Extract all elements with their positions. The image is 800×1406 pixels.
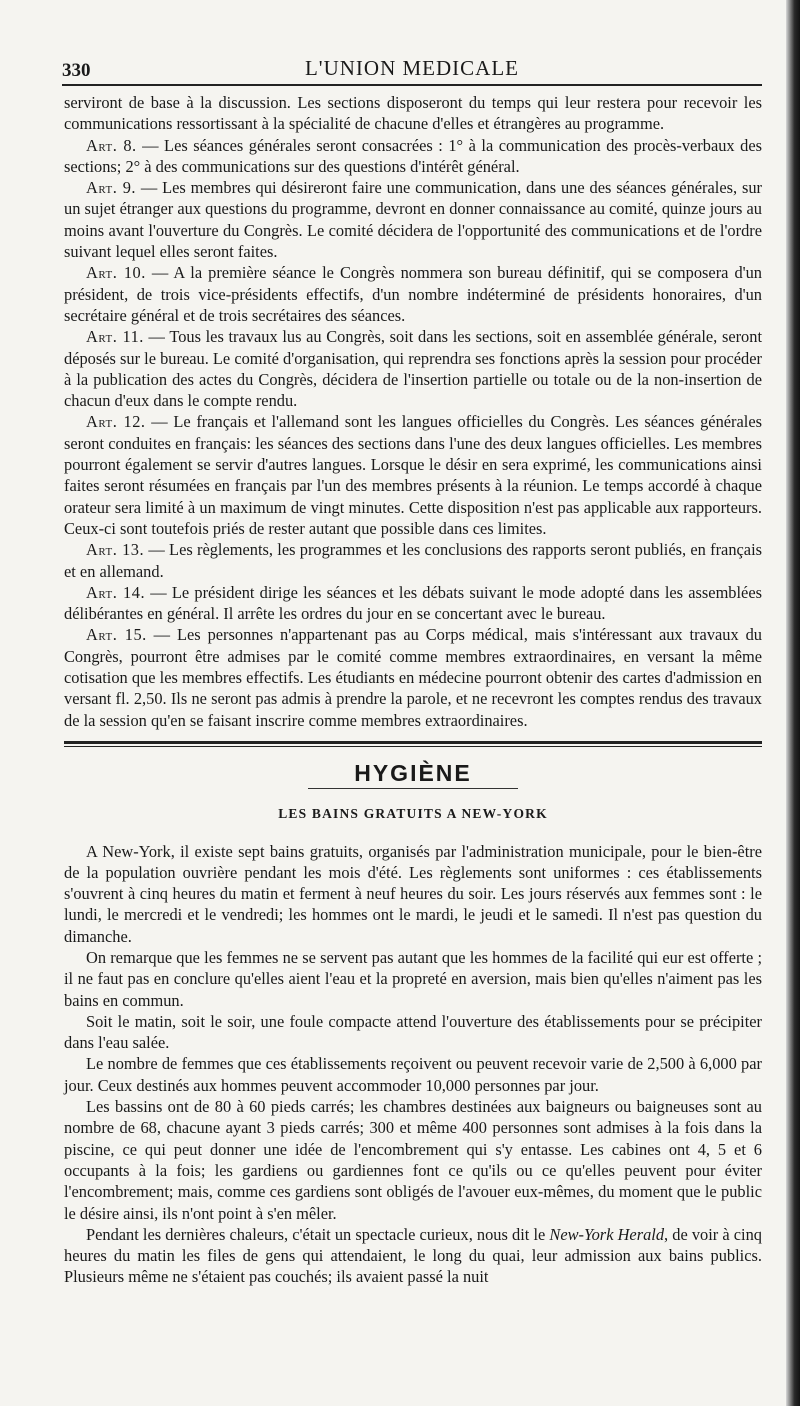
article-title: LES BAINS GRATUITS A NEW-YORK (278, 806, 548, 822)
article-label: Art. 9. (86, 178, 136, 198)
article-text: — Les membres qui désireront faire une communication, dans une des séances générales, sur un sujet étranger aux questions du programme, devront en donner connaissance au comité, quinze jours au moins avant l'ouverture du Congrès. Le comité décidera de l'opportunité des communications et de l'ordre suivant lequel elles seront faites. (64, 178, 762, 262)
article-8 (64, 135, 762, 178)
article-label: Art. 11. (86, 327, 144, 347)
article-text: — Les règlements, les programmes et les conclusions des rapports seront publiés, en français et en allemand. (64, 540, 762, 581)
article-text: — A la première séance le Congrès nommera son bureau définitif, qui se composera d'un président, de trois vice-présidents effectifs, d'un nombre indéterminé de présidents honoraires, d'un secrétaire général et de trois secrétaires des séances. (64, 263, 763, 325)
paragraph-text: Pendant les dernières chaleurs, c'était un spectacle curieux, nous dit le (86, 1224, 550, 1244)
article-label: Art. 15. (86, 625, 147, 645)
paragraph: On remarque que les femmes ne se servent pas autant que les hommes de la facilité qui eur est offerte ; il ne faut pas en conclure qu'elles aient l'eau et la propreté en aversion, mais bien qu'elles n'aiment pas les bains en commun. (64, 947, 762, 1010)
article-text: — Les séances générales seront consacrées : 1° à la communication des procès-verbaux des sections; 2° à des communications sur des questions d'intérêt général. (64, 135, 762, 176)
article-text: — Tous les travaux lus au Congrès, soit dans les sections, soit en assemblée générale, seront déposés sur le bureau. Le comité d'organisation, qui reprendra ses fonctions après la session pour procéder à la publication des actes du Congrès, décidera de l'insertion partielle ou totale ou de la non-insertion de chacun d'eux dans le compte rendu. (64, 327, 762, 411)
article-14 (64, 582, 762, 625)
article-label: Art. 12. (86, 412, 146, 432)
paragraph: Le nombre de femmes que ces établissements reçoivent ou peuvent recevoir varie de 2,500 à 6,000 par jour. Ceux destinés aux hommes peuvent accommoder 10,000 personnes par jour. (64, 1054, 762, 1095)
article-13 (64, 539, 762, 582)
page-header (62, 56, 762, 84)
article-10 (64, 262, 762, 326)
paragraph: Les bassins ont de 80 à 60 pieds carrés; les chambres destinées aux baigneurs ou baigneuses sont au nombre de 68, chacune ayant 3 pieds carrés; 300 et même 400 personnes sont admises à la fois dans la piscine, ce qui peut donner une idée de l'encombrement qui s'y entasse. Les cabines ont 4, 5 et 6 occupants à la fois; les gardiens ou gardiennes font ce qu'ils ou ce qu'elles peuvent pour éviter l'encombrement; mais, comme ces gardiens sont obligés de l'avouer eux-mêmes, du moment que le public le désire ainsi, ils n'ont point à s'en mêler. (64, 1097, 762, 1223)
article-text: — Le français et l'allemand sont les langues officielles du Congrès. Les séances générales seront conduites en français: les séances des sections dans l'une des deux langues officielles. Les membres pourront également se servir d'autres langues. Lorsque le désir en sera exprimé, les communications ainsi faites seront résumées en français par l'un des membres présents à la réunion. Le temps accordé à chaque orateur sera limité à un maximum de vingt minutes. Cette disposition n'est pas applicable aux rapporteurs. Ceux-ci sont toutefois priés de rester autant que possible dans ces limites. (64, 412, 762, 538)
article-text: — Les personnes n'appartenant pas au Corps médical, mais s'intéressant aux travaux du Congrès, pourront être admises par le comité comme membres extraordinaires, en versant la même cotisation que les membres effectifs. Les étudiants en médecine pourront obtenir des cartes d'admission en versant fl. 2,50. Ils ne seront pas admis à prendre la parole, et ne recevront les comptes rendus des travaux de la session qu'en se faisant inscrire comme membres extraordinaires. (64, 625, 762, 730)
page-edge-shadow (786, 0, 800, 1406)
article-text: — Le président dirige les séances et les débats suivant le mode adopté dans les assemblées délibérantes en général. Il arrête les ordres du jour en se concertant avec le bureau. (64, 582, 762, 624)
article-11 (64, 326, 762, 411)
article-12 (64, 411, 762, 539)
article-label: Art. 10. (86, 263, 146, 283)
page-number: 330 (62, 60, 91, 81)
article-9 (64, 177, 762, 262)
article-label: Art. 13. (86, 540, 145, 560)
article-label: Art. 14. (86, 582, 146, 602)
divider-thin-rule (64, 746, 762, 747)
paragraph-last (64, 1224, 762, 1288)
divider-thick-rule (64, 741, 762, 744)
hygiene-article (64, 841, 762, 1288)
article-15 (64, 624, 762, 730)
section-divider (64, 741, 762, 749)
continuation-paragraph: serviront de base à la discussion. Les sections disposeront du temps qui leur restera pour recevoir les communications ressortissant à la spécialité de chacune d'elles et étrangères au programme. (64, 93, 762, 134)
newspaper-source: New-York Herald (549, 1224, 665, 1244)
paragraph: A New-York, il existe sept bains gratuits, organisés par l'administration municipale, pour le bien-être de la population ouvrière pendant les mois d'été. Les règlements sont uniformes : ces établissements s'ouvrent à cinq heures du matin et ferment à neuf heures du soir. Les jours réservés aux femmes sont : le lundi, le mercredi et le vendredi; les hommes ont le mardi, le jeudi et le samedi. Il n'est pas question du dimanche. (64, 841, 762, 946)
page-body (64, 92, 762, 1288)
running-title: L'UNION MEDICALE (304, 56, 519, 80)
paragraph-text: , de voir à cinq heures du matin les files de gens qui attendaient, le long du quai, leur admission aux bains publics. Plusieurs même ne s'étaient pas couchés; ils avaient passé la nuit (64, 1224, 763, 1287)
header-rule (62, 84, 762, 86)
article-label: Art. 8. (86, 135, 137, 155)
paragraph: Soit le matin, soit le soir, une foule compacte attend l'ouverture des établissements pour se précipiter dans l'eau salée. (64, 1011, 762, 1053)
section-title-underline (308, 788, 518, 789)
articles-list (64, 135, 762, 731)
section-title: HYGIÈNE (354, 759, 472, 786)
